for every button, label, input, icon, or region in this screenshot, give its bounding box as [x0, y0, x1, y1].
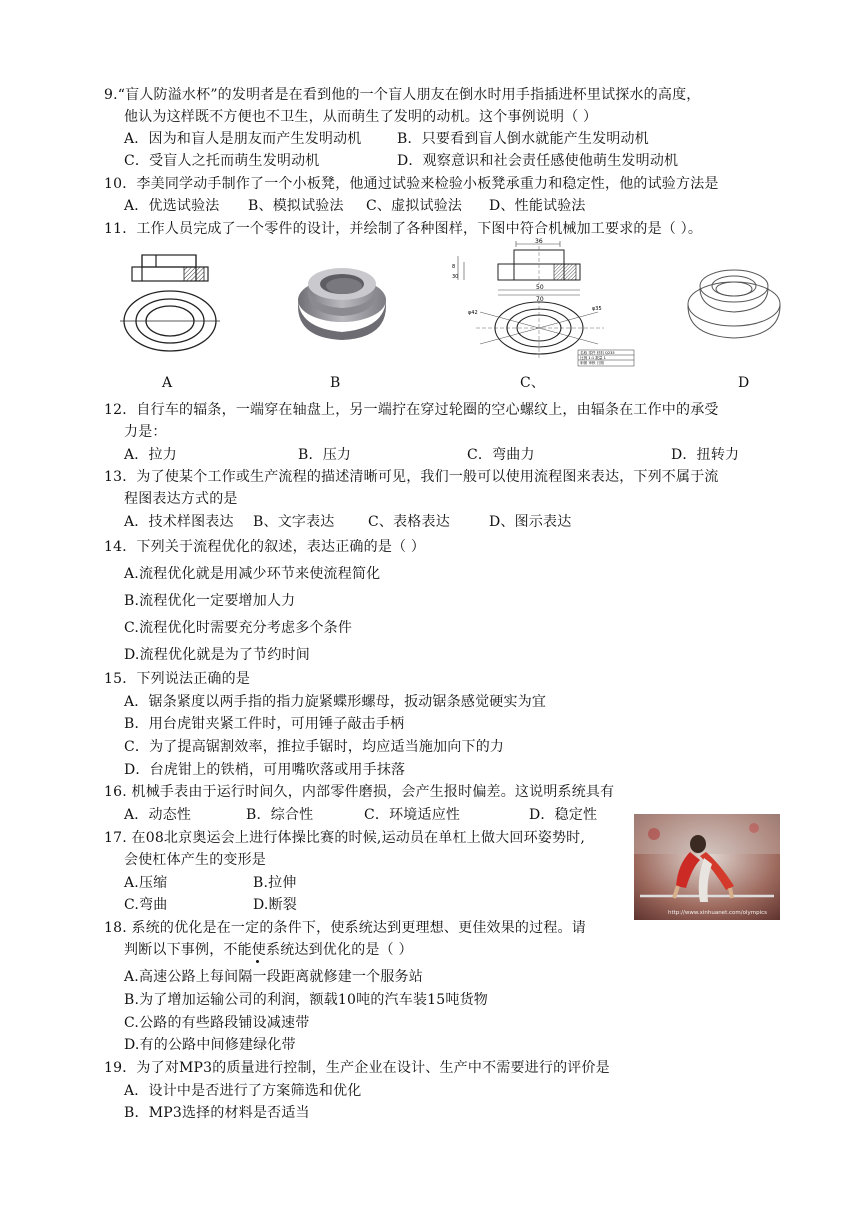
q16-option-d: D．稳定性	[529, 807, 598, 823]
q13-option-b: B、文字表达	[253, 514, 335, 530]
q14-stem: 14．下列关于流程优化的叙述，表达正确的是（ ）	[104, 539, 426, 555]
q18-stem-line1: 18. 系统的优化是在一定的条件下，使系统达到更理想、更佳效果的过程。请	[104, 920, 586, 936]
q14-option-b: B.流程优化一定要增加人力	[124, 593, 296, 609]
dim-bottom: 70	[536, 296, 544, 303]
figure-label-b: B	[330, 375, 341, 391]
figure-b-3d-render	[292, 262, 392, 342]
q17-option-a: A.压缩	[124, 875, 168, 891]
q17-stem-line2: 会使杠体产生的变形是	[124, 852, 266, 868]
q18-option-d: D.有的公路中间修建绿化带	[124, 1037, 296, 1053]
q12-option-d: D．扭转力	[671, 447, 740, 463]
figure-a-orthographic-drawing	[120, 245, 220, 355]
q12-option-b: B．压力	[298, 447, 352, 463]
q9-option-b: B．只要看到盲人倒水就能产生发明动机	[397, 131, 649, 147]
q13-option-c: C、表格表达	[368, 514, 450, 530]
q17-option-c: C.弯曲	[124, 897, 168, 913]
q19-option-a: A．设计中是否进行了方案筛选和优化	[124, 1083, 362, 1099]
q12-stem-line1: 12．自行车的辐条，一端穿在轴盘上，另一端拧在穿过轮圈的空心螺纹上，由辐条在工作中的承受	[104, 402, 719, 418]
q14-option-c: C.流程优化时需要充分考虑多个条件	[124, 620, 353, 636]
figure-label-c: C、	[520, 375, 546, 391]
dim-left-a: 8	[452, 264, 456, 270]
dim-left-b: 30	[452, 274, 459, 280]
q9-option-d: D．观察意识和社会责任感使他萌生发明动机	[397, 153, 679, 169]
q16-option-c: C．环境适应性	[364, 807, 461, 823]
q18-stem-line2: 判断以下事例，不能使系统达到优化的是（ ）	[124, 942, 413, 958]
q12-option-a: A．拉力	[124, 447, 177, 463]
q9-stem-line2: 他认为这样既不方便也不卫生，从而萌生了发明的动机。这个事例说明（ ）	[124, 109, 598, 125]
photo-watermark: http://www.xinhuanet.com/olympics	[668, 910, 767, 916]
q13-stem-line2: 程图表达方式的是	[124, 491, 238, 507]
dia-left: φ42	[468, 310, 478, 316]
figure-d-3d-outline	[682, 262, 786, 342]
q17-option-d: D.断裂	[253, 897, 297, 913]
q13-option-d: D、图示表达	[489, 514, 572, 530]
title-block-row-2: 比例 1:1 数量 1	[580, 356, 606, 360]
q10-option-c: C、虚拟试验法	[366, 198, 463, 214]
q11-stem: 11．工作人员完成了一个零件的设计，并绘制了各种图样，下图中符合机械加工要求的是（ ）。	[104, 221, 703, 237]
figure-c-engineering-drawing	[450, 238, 640, 368]
q9-option-c: C．受盲人之托而萌生发明动机	[124, 153, 320, 169]
q13-stem-line1: 13．为了使某个工作或生产流程的描述清晰可见，我们一般可以使用流程图来表达，下列不属于流	[104, 469, 719, 485]
q9-stem-line1: 9.“盲人防溢水杯”的发明者是在看到他的一个盲人朋友在倒水时用手指插进杯里试探水的高度，	[104, 87, 701, 103]
title-block-row-1: 名称 零件 材料 Q235	[580, 351, 615, 355]
figure-label-d: D	[738, 375, 750, 391]
q19-stem: 19．为了对MP3的质量进行控制，生产企业在设计、生产中不需要进行的评价是	[104, 1060, 610, 1076]
figure-label-a: A	[162, 375, 173, 391]
q18-option-b: B.为了增加运输公司的利润，额载10吨的汽车装15吨货物	[124, 992, 488, 1008]
dim-top: 36	[535, 238, 543, 245]
q12-option-c: C．弯曲力	[467, 447, 535, 463]
q14-option-d: D.流程优化就是为了节约时间	[124, 647, 310, 663]
q15-option-b: B．用台虎钳夹紧工件时，可用锤子敲击手柄	[124, 716, 405, 732]
q15-option-a: A．锯条紧度以两手指的指力旋紧蝶形螺母，扳动锯条感觉硬实为宜	[124, 694, 547, 710]
q9-option-a: A．因为和盲人是朋友而产生发明动机	[124, 131, 362, 147]
q10-option-b: B、模拟试验法	[248, 198, 344, 214]
emphasis-dot	[256, 960, 259, 963]
q13-option-a: A．技术样图表达	[124, 514, 234, 530]
q15-option-d: D．台虎钳上的铁梢，可用嘴吹落或用手抹落	[124, 762, 406, 778]
q18-option-a: A.高速公路上每间隔一段距离就修建一个服务站	[124, 969, 423, 985]
gymnast-photo	[634, 814, 780, 920]
dim-mid: 50	[536, 284, 544, 291]
q10-option-d: D、性能试验法	[489, 198, 586, 214]
q16-stem: 16. 机械手表由于运行时间久，内部零件磨损，会产生报时偏差。这说明系统具有	[104, 784, 615, 800]
q17-option-b: B.拉伸	[253, 875, 297, 891]
title-block-row-3: 制图 审核 日期	[580, 361, 604, 365]
q19-option-b: B．MP3选择的材料是否适当	[124, 1105, 310, 1121]
q17-stem-line1: 17. 在08北京奥运会上进行体操比赛的时候,运动员在单杠上做大回环姿势时,	[104, 830, 586, 846]
q18-option-c: C.公路的有些路段铺设减速带	[124, 1015, 310, 1031]
q14-option-a: A.流程优化就是用减少环节来使流程简化	[124, 566, 381, 582]
q16-option-b: B．综合性	[246, 807, 314, 823]
q10-stem: 10．李美同学动手制作了一个小板凳，他通过试验来检验小板凳承重力和稳定性，他的试验方法是	[104, 176, 719, 192]
dia-right: φ35	[592, 306, 602, 312]
q16-option-a: A．动态性	[124, 807, 192, 823]
q15-stem: 15．下列说法正确的是	[104, 671, 251, 687]
q15-option-c: C．为了提高锯割效率，推拉手锯时，均应适当施加向下的力	[124, 739, 505, 755]
q10-option-a: A．优选试验法	[124, 198, 220, 214]
q12-stem-line2: 力是：	[124, 424, 167, 440]
